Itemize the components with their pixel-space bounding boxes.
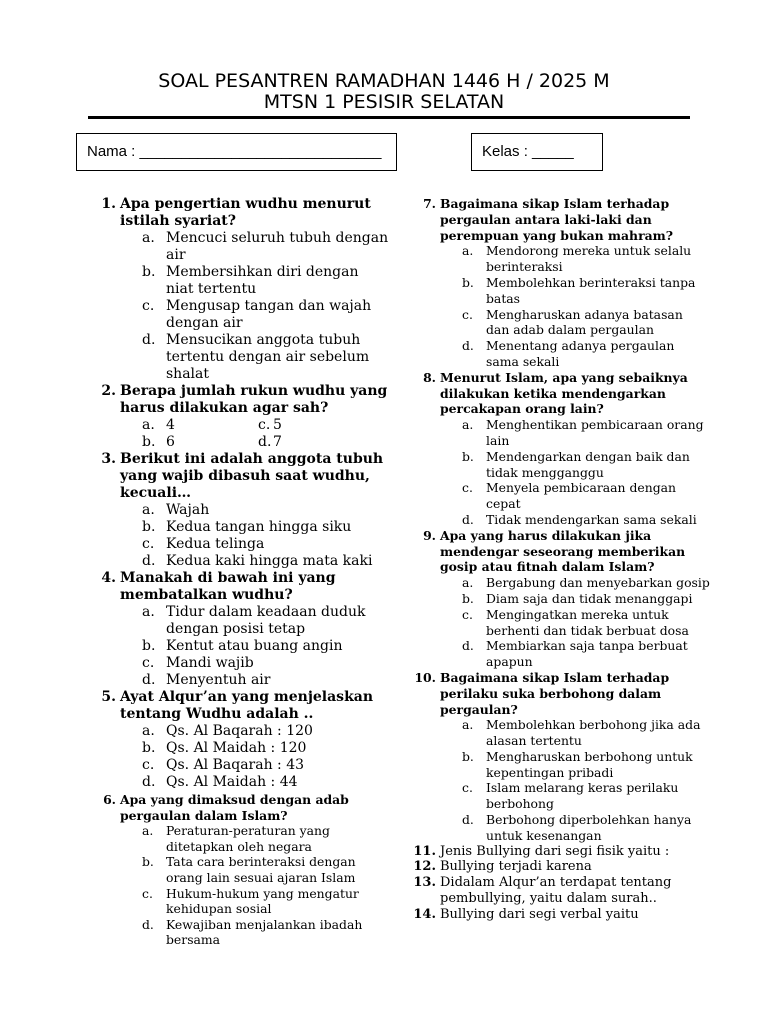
question-number: 14. [413,906,436,922]
option-letter: a. [462,575,474,591]
option-letter: a. [142,723,155,739]
option-text: Qs. Al Maidah : 44 [166,774,298,790]
question-text: Berapa jumlah rukun wudhu yang harus dilakukan agar sah? [120,383,388,416]
option-10b[interactable] [410,749,710,781]
question-text: Bullying terjadi karena [440,859,592,875]
option-7c[interactable] [410,307,710,339]
option-text: Kedua telinga [166,536,265,552]
option-letter: b. [462,590,474,606]
school-name: MTSN 1 PESISIR SELATAN [263,91,505,113]
question-6 [90,792,390,823]
question-2 [90,383,390,417]
name-field[interactable]: Nama : _____________________________ [76,133,397,171]
left-column [90,196,390,948]
option-text: Berbohong diperbolehkan hanya untuk kesenangan [486,812,692,843]
option-text: Membiarkan saja tanpa berbuat apapun [486,638,688,670]
option-8a[interactable] [410,417,710,449]
question-11 [410,844,710,860]
option-letter: a. [462,717,474,733]
question-text: Menurut Islam, apa yang sebaiknya dilakukan ketika mendengarkan percakapan orang lain? [440,369,688,417]
option-text[interactable]: 5 [273,417,282,433]
question-13 [410,875,710,907]
option-4a[interactable] [90,604,390,638]
option-letter: c. [462,780,473,796]
option-text: Mendengarkan dengan baik dan tidak mengganggu [486,448,690,480]
option-letter: b. [142,264,156,280]
option-letter: b. [462,274,474,290]
question-9 [410,528,710,575]
option-letter: d. [258,434,272,450]
question-number: 1. [101,196,116,212]
option-3a[interactable] [90,502,390,519]
question-number: 2. [101,383,116,399]
option-7b[interactable] [410,275,710,307]
option-letter: d. [462,812,474,828]
option-4b[interactable] [90,638,390,655]
option-letter: c. [258,417,271,433]
option-letter: d. [142,916,154,932]
option-letter: a. [142,230,155,246]
option-5c[interactable] [90,757,390,774]
question-text: Ayat Alqur’an yang menjelaskan tentang Wudhu adalah .. [120,689,374,722]
option-6d[interactable] [90,917,390,948]
option-10a[interactable] [410,717,710,749]
question-number: 4. [101,570,116,586]
option-6c[interactable] [90,886,390,917]
option-text: Menyentuh air [166,672,271,688]
option-text: Mendorong mereka untuk selalu berinteraksi [486,243,692,275]
question-number: 12. [413,859,436,875]
option-letter: c. [142,885,153,901]
option-letter: d. [462,338,474,354]
question-10 [410,670,710,717]
option-text: Islam melarang keras perilaku berbohong [486,780,679,812]
question-number: 13. [413,875,436,891]
option-6b[interactable] [90,854,390,885]
option-letter: c. [142,655,155,671]
option-letter: b. [142,519,156,535]
document-title: SOAL PESANTREN RAMADHAN 1446 H / 2025 M [158,70,610,92]
option-text: Membersihkan diri dengan niat tertentu [166,264,359,297]
option-letter: b. [142,434,156,450]
option-letter: d. [462,638,474,654]
option-text: Kedua kaki hingga mata kaki [166,553,373,569]
option-text: Mengharuskan adanya batasan dan adab dalam pergaulan [486,306,683,338]
class-field[interactable]: Kelas : _____ [471,133,603,171]
option-letter: a. [142,604,155,620]
option-9c[interactable] [410,607,710,639]
option-letter: d. [142,553,156,569]
option-letter: d. [142,672,156,688]
question-8 [410,370,710,417]
option-text: Mengingatkan mereka untuk berhenti dan tidak berbuat dosa [486,606,689,638]
option-letter: b. [462,448,474,464]
option-text: Menentang adanya pergaulan sama sekali [486,338,675,369]
option-9d[interactable] [410,638,710,670]
option-letter: b. [462,748,474,764]
option-9a[interactable] [410,575,710,591]
option-1c[interactable] [90,298,390,332]
option-1a[interactable] [90,230,390,264]
options-row-2-2 [90,434,390,451]
option-letter: d. [142,332,156,348]
option-text: Tata cara berinteraksi dengan orang lain sesuai ajaran Islam [166,854,356,885]
option-text: Mencuci seluruh tubuh dengan air [166,230,389,263]
option-letter: b. [142,740,156,756]
option-8b[interactable] [410,449,710,481]
option-text[interactable]: 7 [273,434,282,450]
option-10d[interactable] [410,812,710,844]
option-text: Peraturan-peraturan yang ditetapkan oleh negara [166,823,330,854]
option-letter: c. [142,298,155,314]
option-letter: b. [142,854,154,870]
option-3d[interactable] [90,553,390,570]
option-7a[interactable] [410,243,710,275]
question-number: 11. [413,843,436,859]
option-text: Kentut atau buang angin [166,638,343,654]
question-text: Apa pengertian wudhu menurut istilah syariat? [120,196,371,229]
option-10c[interactable] [410,780,710,812]
question-text: Jenis Bullying dari segi fisik yaitu : [440,843,670,859]
option-letter: c. [142,536,155,552]
option-letter: c. [462,306,473,322]
option-letter: a. [462,417,474,433]
option-letter: d. [462,511,474,527]
option-5a[interactable] [90,723,390,740]
question-number: 5. [101,689,116,705]
option-text: Bergabung dan menyebarkan gosip [486,575,710,591]
question-number: 10. [414,669,436,685]
option-3b[interactable] [90,519,390,536]
option-7d[interactable] [410,338,710,370]
option-letter: c. [462,606,473,622]
option-letter: a. [142,502,155,518]
option-5b[interactable] [90,740,390,757]
option-text: Wajah [166,502,210,518]
option-letter: a. [462,243,474,259]
question-number: 3. [101,451,116,467]
option-text: Qs. Al Baqarah : 43 [166,757,305,773]
option-text: Hukum-hukum yang mengatur kehidupan sosial [166,885,359,917]
option-text: Mengharuskan berbohong untuk kepentingan pribadi [486,748,693,780]
question-7 [410,196,710,243]
question-text: Apa yang harus dilakukan jika mendengar seseorang memberikan gosip atau fitnah dalam Islam? [440,527,686,575]
option-text: Membolehkan berinteraksi tanpa batas [486,274,696,306]
option-text: Menyela pembicaraan dengan cepat [486,480,677,512]
option-text: Mengusap tangan dan wajah dengan air [166,298,372,331]
option-6a[interactable] [90,823,390,854]
question-number: 8. [423,369,436,385]
option-text: Diam saja dan tidak menanggapi [486,590,693,606]
option-8d[interactable] [410,512,710,528]
option-9b[interactable] [410,591,710,607]
header-divider [88,116,690,119]
option-3c[interactable] [90,536,390,553]
option-letter: c. [462,480,473,496]
question-text: Didalam Alqur’an terdapat tentang pembullying, yaitu dalam surah.. [440,875,672,907]
question-text: Manakah di bawah ini yang membatalkan wudhu? [120,570,336,603]
question-number: 9. [423,527,436,543]
question-text: Berikut ini adalah anggota tubuh yang wajib dibasuh saat wudhu, kecuali… [120,451,384,501]
question-text: Bagaimana sikap Islam terhadap pergaulan antara laki-laki dan perempuan yang bukan mahram? [440,196,673,243]
right-column [410,196,710,923]
option-letter: a. [142,417,155,433]
question-text: Apa yang dimaksud dengan adab pergaulan dalam Islam? [120,792,349,823]
option-text[interactable]: 6 [166,434,175,450]
question-number: 7. [423,196,436,211]
option-text: Menghentikan pembicaraan orang lain [486,417,704,448]
option-letter: b. [142,638,156,654]
option-text: Mensucikan anggota tubuh tertentu dengan air sebelum shalat [166,332,370,382]
option-text: Kedua tangan hingga siku [166,519,352,535]
option-letter: a. [142,823,154,839]
option-text: Membolehkan berbohong jika ada alasan tertentu [486,717,701,749]
question-12 [410,859,710,875]
question-3 [90,451,390,502]
option-text: Kewajiban menjalankan ibadah bersama [166,916,363,948]
option-text: Mandi wajib [166,655,254,671]
option-text: Tidak mendengarkan sama sekali [486,511,697,527]
options-row-2-1 [90,417,390,434]
question-1 [90,196,390,230]
question-4 [90,570,390,604]
question-14 [410,907,710,923]
option-5d[interactable] [90,774,390,791]
option-1d[interactable] [90,332,390,383]
question-text: Bagaimana sikap Islam terhadap perilaku suka berbohong dalam pergaulan? [440,669,670,717]
option-letter: d. [142,774,156,790]
question-5 [90,689,390,723]
question-text: Bullying dari segi verbal yaitu [440,906,639,922]
option-text: Qs. Al Baqarah : 120 [166,723,313,739]
option-text: Tidur dalam keadaan duduk dengan posisi tetap [166,604,366,637]
option-letter: c. [142,757,155,773]
option-4c[interactable] [90,655,390,672]
option-8c[interactable] [410,480,710,512]
option-text: Qs. Al Maidah : 120 [166,740,307,756]
option-1b[interactable] [90,264,390,298]
option-text[interactable]: 4 [166,417,175,433]
option-4d[interactable] [90,672,390,689]
question-number: 6. [103,792,116,807]
